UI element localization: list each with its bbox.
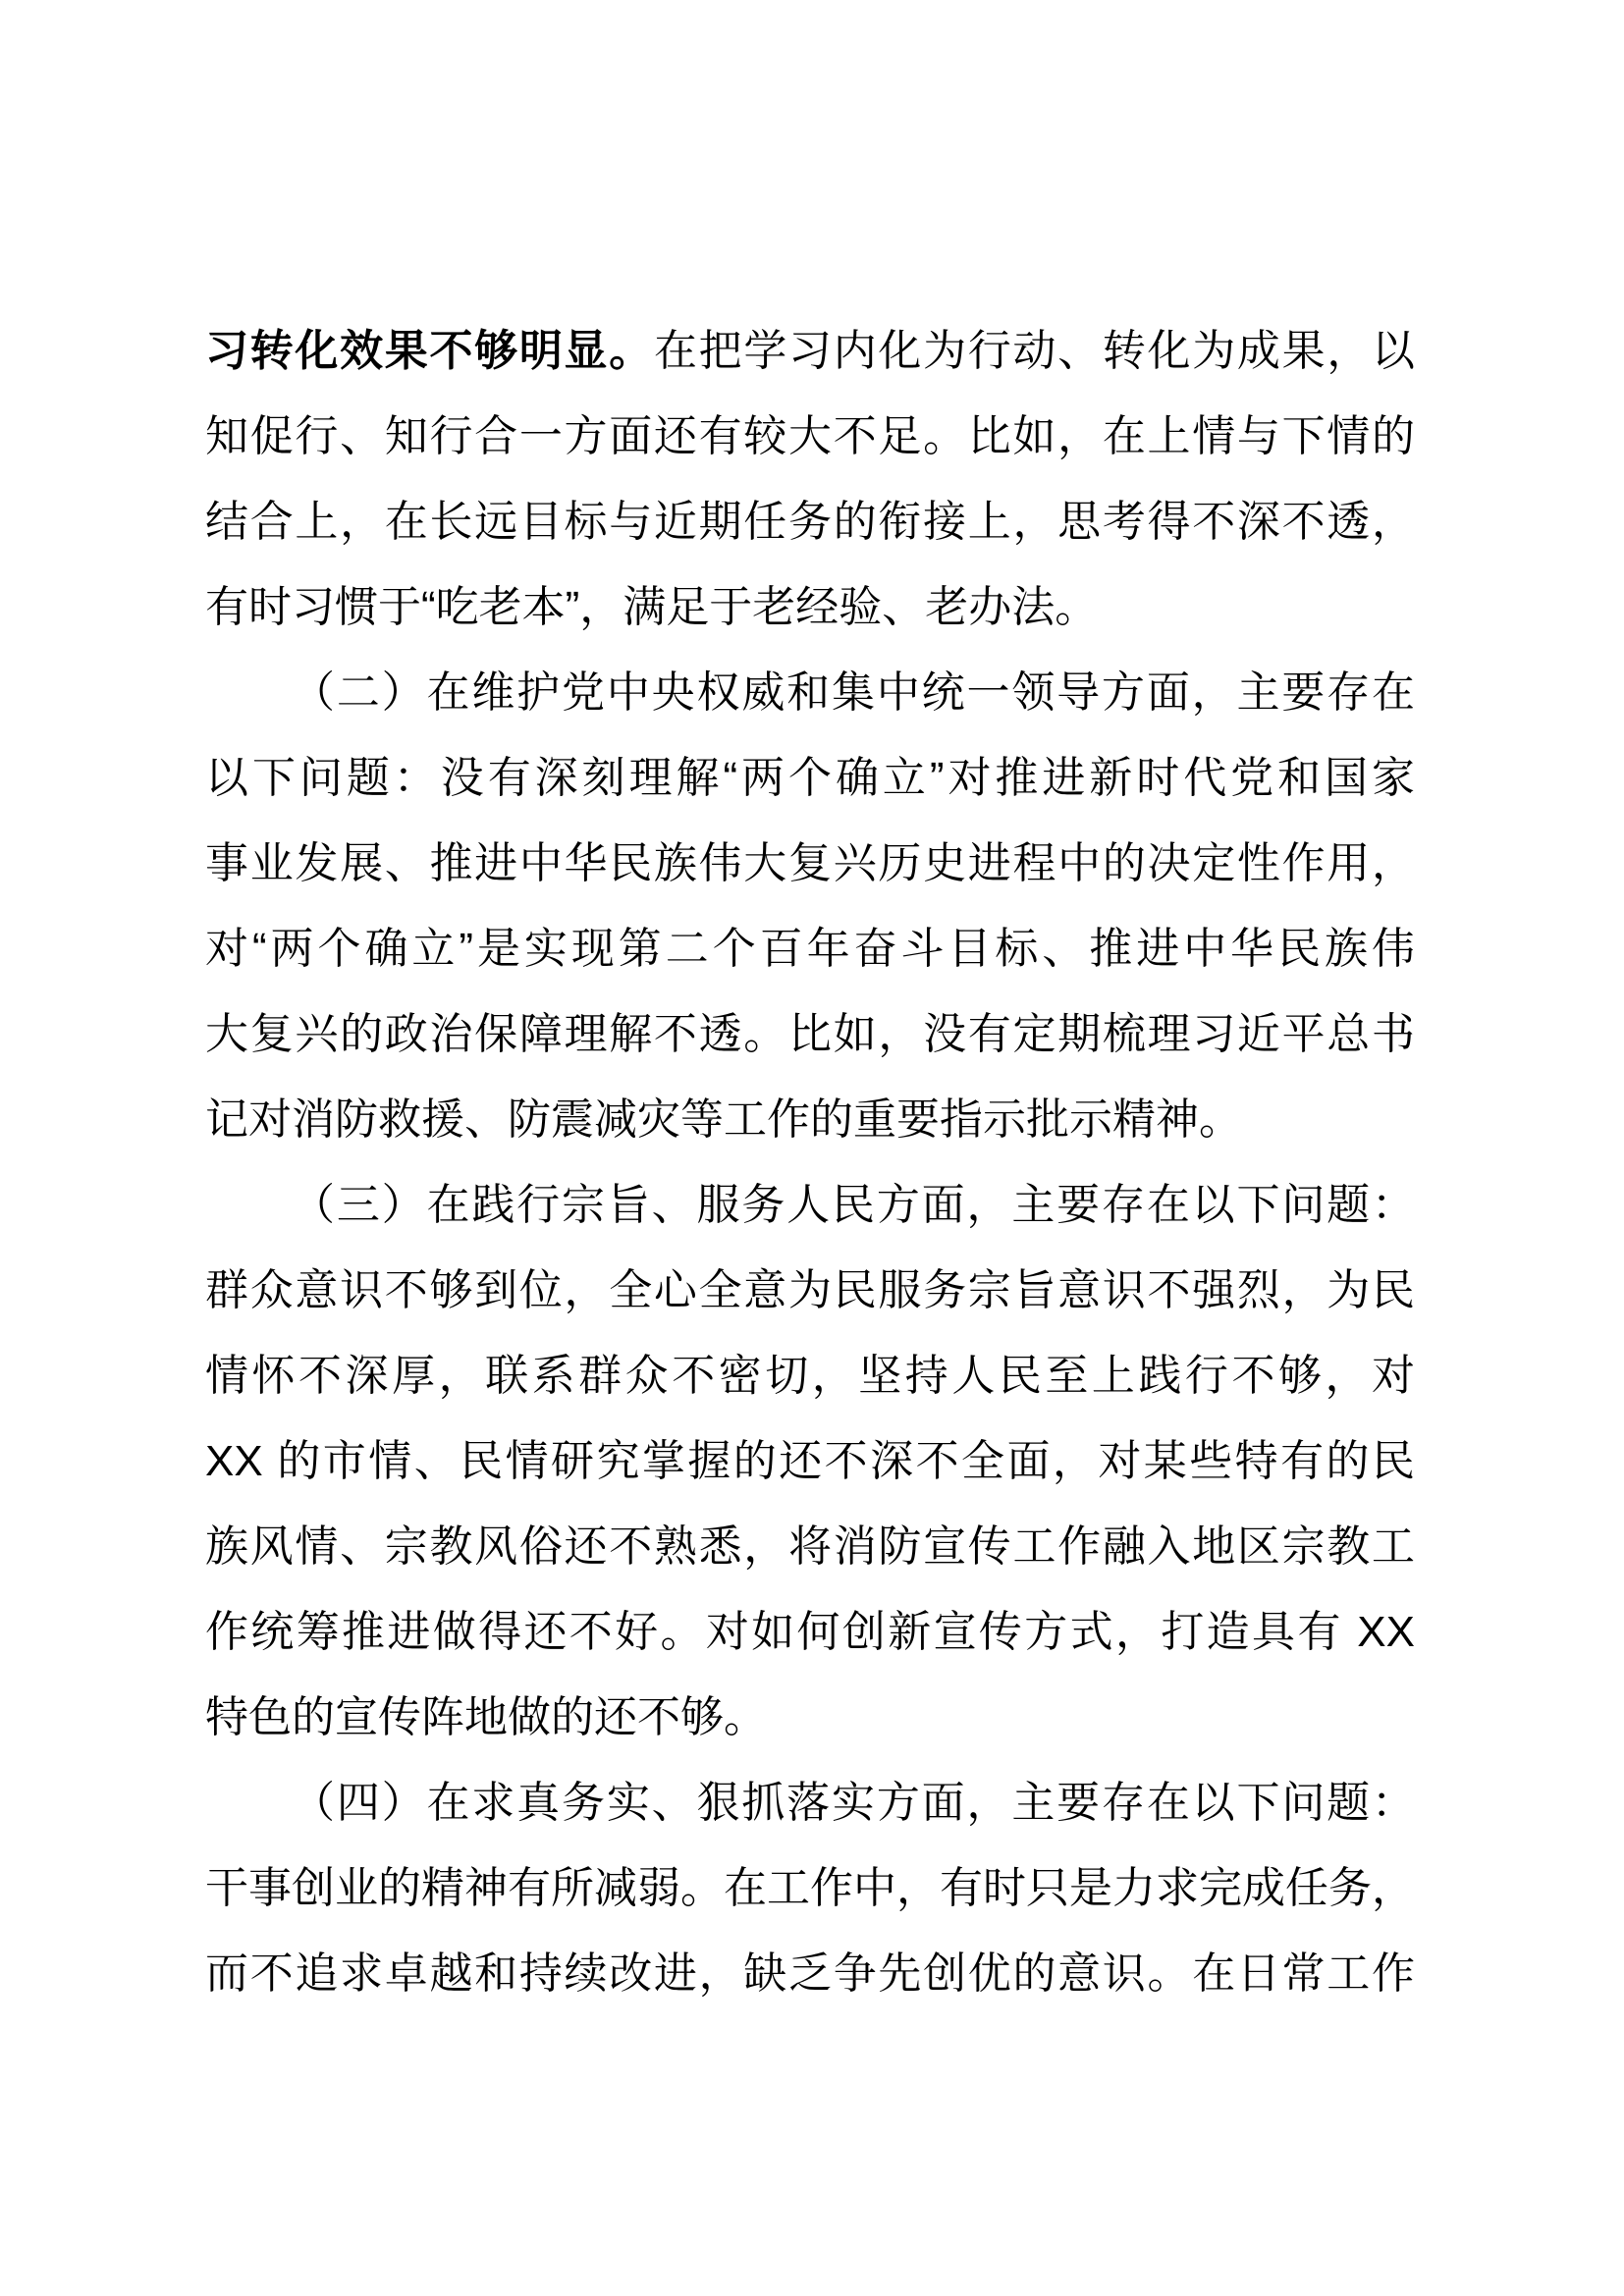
text-run: （二）在维护党中央权威和集中统一领导方面，主要存在 (292, 668, 1415, 717)
text-run: 对“两个确立”是实现第二个百年奋斗目标、推进中华民族伟 (205, 925, 1415, 973)
text-run: 特色的宣传阵地做的还不够。 (205, 1693, 767, 1741)
text-run: 大复兴的政治保障理解不透。比如，没有定期梳理习近平总书 (205, 1010, 1415, 1058)
text-run: （四）在求真务实、狠抓落实方面，主要存在以下问题： (292, 1779, 1415, 1827)
text-run: 作统筹推进做得还不好。对如何创新宣传方式，打造具有 XX (205, 1608, 1415, 1656)
text-line (205, 1248, 1415, 1333)
text-line (205, 1077, 1415, 1162)
text-line (205, 906, 1415, 991)
text-run: 有时习惯于“吃老本”，满足于老经验、老办法。 (205, 583, 1099, 631)
text-line (205, 650, 1415, 735)
text-line (205, 1931, 1415, 2016)
text-line (205, 564, 1415, 650)
text-line (205, 308, 1415, 394)
text-line (205, 1760, 1415, 1845)
text-line (205, 735, 1415, 821)
text-line (205, 1845, 1415, 1931)
text-line (205, 1589, 1415, 1675)
text-run: XX 的市情、民情研究掌握的还不深不全面，对某些特有的民 (205, 1437, 1415, 1485)
text-line (205, 1418, 1415, 1504)
text-line (205, 821, 1415, 906)
text-line (205, 479, 1415, 564)
text-run: 在把学习内化为行动、转化为成果，以 (653, 327, 1415, 375)
text-run: 族风情、宗教风俗还不熟悉，将消防宣传工作融入地区宗教工 (205, 1522, 1415, 1571)
text-line (205, 394, 1415, 479)
text-line (205, 991, 1415, 1077)
text-run: 而不追求卓越和持续改进，缺乏争先创优的意识。在日常工作 (205, 1949, 1415, 1998)
bold-text-run: 习转化效果不够明显。 (205, 327, 654, 375)
text-run: 干事创业的精神有所减弱。在工作中，有时只是力求完成任务， (205, 1864, 1415, 1912)
text-run: 群众意识不够到位，全心全意为民服务宗旨意识不强烈，为民 (205, 1266, 1415, 1314)
text-line (205, 1333, 1415, 1418)
text-line (205, 1504, 1415, 1589)
text-run: 知促行、知行合一方面还有较大不足。比如，在上情与下情的 (205, 412, 1415, 460)
document-body (205, 308, 1415, 2016)
text-run: （三）在践行宗旨、服务人民方面，主要存在以下问题： (292, 1181, 1415, 1229)
text-run: 事业发展、推进中华民族伟大复兴历史进程中的决定性作用， (205, 839, 1415, 887)
text-run: 情怀不深厚，联系群众不密切，坚持人民至上践行不够，对 (205, 1352, 1415, 1400)
text-run: 记对消防救援、防震减灾等工作的重要指示批示精神。 (205, 1095, 1242, 1144)
text-run: 结合上，在长远目标与近期任务的衔接上，思考得不深不透， (205, 498, 1415, 546)
text-line (205, 1162, 1415, 1248)
text-line (205, 1675, 1415, 1760)
text-run: 以下问题：没有深刻理解“两个确立”对推进新时代党和国家 (205, 754, 1415, 802)
